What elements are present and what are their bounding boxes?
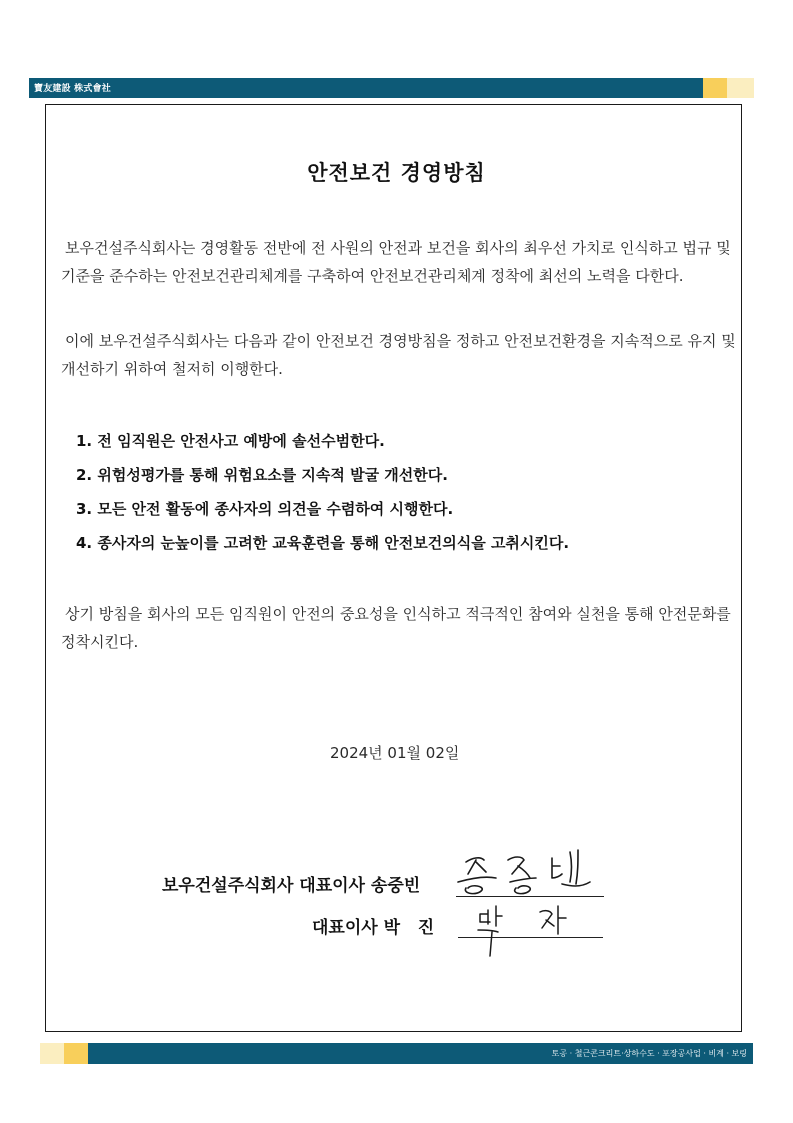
header-accent-gold [703,78,727,98]
signatory-ceo2-line: 대표이사 박 진 [312,918,435,938]
footer-accent-cream [40,1043,64,1064]
header-accent-cream [727,78,754,98]
signatory-ceo-line: 보우건설주식회사 대표이사 송중빈 [162,876,421,896]
header-band [29,78,754,98]
document-date: 2024년 01월 02일 [330,744,460,762]
policy-list [76,427,569,563]
company-name: 寶友建設 株式會社 [34,84,111,94]
policy-item: 3. 모든 안전 활동에 종사자의 의견을 수렴하여 시행한다. [76,500,454,518]
footer-accent-gold [64,1043,88,1064]
policy-item: 1. 전 임직원은 안전사고 예방에 솔선수범한다. [76,432,385,450]
footer-band [40,1043,753,1064]
services-list: 토공 · 철근콘크리트·상하수도 · 포장공사업 · 비계 · 보링 [551,1049,747,1058]
intro-paragraph: 보우건설주식회사는 경영활동 전반에 전 사원의 안전과 보건을 회사의 최우선 가치로 인식하고 법규 및 기준을 준수하는 안전보건관리체계를 구축하여 안전보건관리체계 정착에 최선의 노력을 다한다. [61,239,731,285]
closing-paragraph: 상기 방침을 회사의 모든 임직원이 안전의 중요성을 인식하고 적극적인 참여와 실천을 통해 안전문화를 정착시킨다. [61,605,731,651]
handwritten-signature-icon [470,900,580,960]
commitment-paragraph: 이에 보우건설주식회사는 다음과 같이 안전보건 경영방침을 정하고 안전보건환경을 지속적으로 유지 및 개선하기 위하여 철저히 이행한다. [61,332,736,378]
document-title: 안전보건 경영방침 [307,161,486,185]
footer-bar [88,1043,753,1064]
policy-item: 4. 종사자의 눈높이를 고려한 교육훈련을 통해 안전보건의식을 고취시킨다. [76,534,570,552]
policy-item: 2. 위험성평가를 통해 위험요소를 지속적 발굴 개선한다. [76,466,448,484]
handwritten-signature-icon [452,848,602,898]
